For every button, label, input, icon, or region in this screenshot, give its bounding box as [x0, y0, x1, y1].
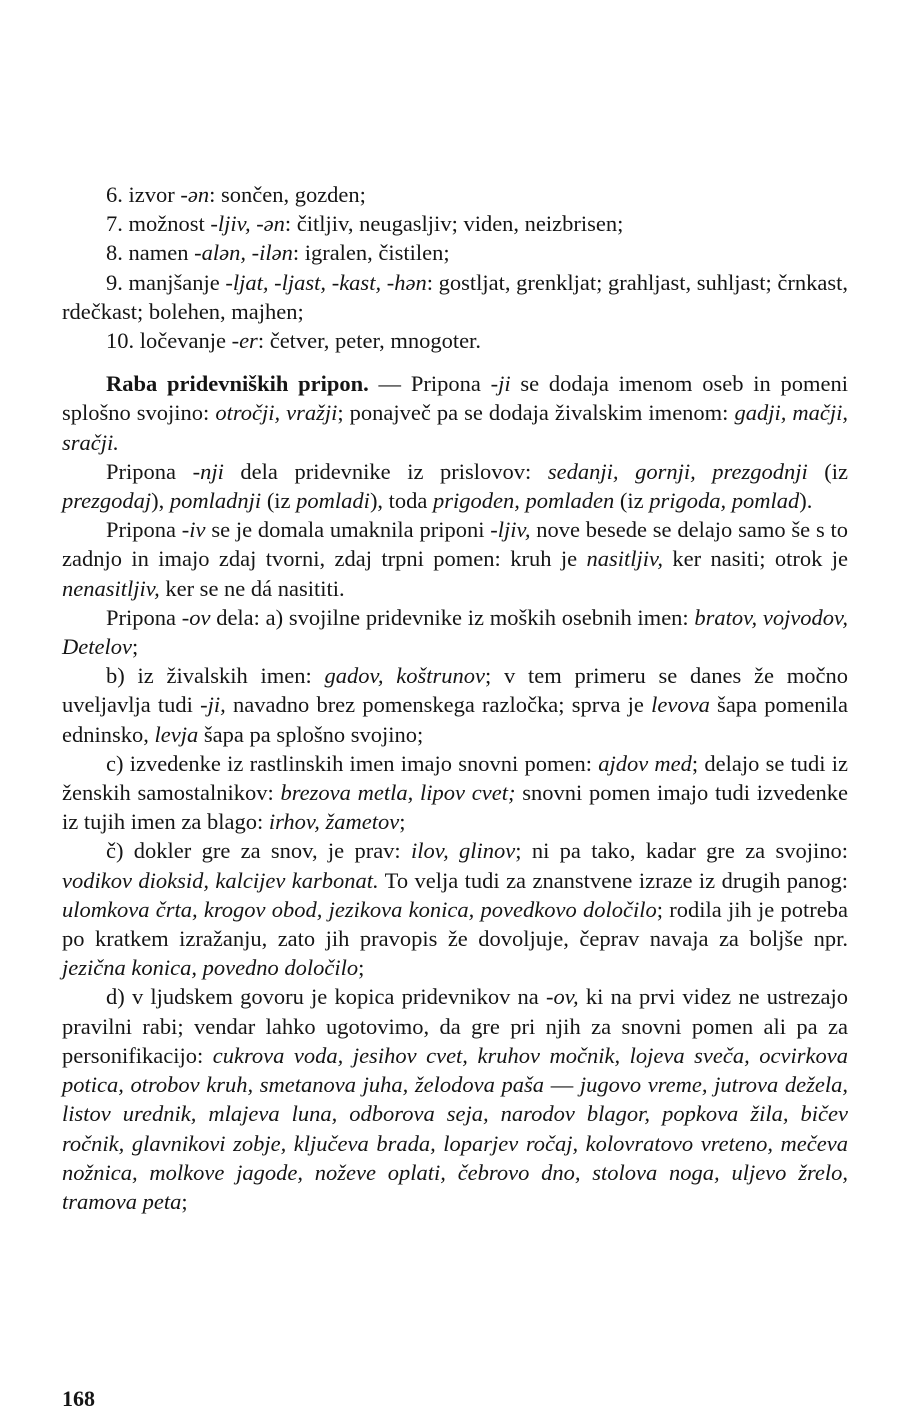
text-run: ki na prvi videz ne ustrezajo pravilni rabi; vendar lahko ugotovimo, da gre pri njih za snovni pomen ali pa za personifikacijo: [62, 984, 848, 1068]
item-label: 7. možnost [106, 211, 211, 237]
section-heading: Raba pridevniških pripon. [106, 371, 369, 397]
item-examples: : sončen, gozden; [209, 182, 366, 207]
italic-run: levova [651, 692, 710, 718]
text-run: ker se ne dá nasititi. [159, 575, 345, 601]
text-run: (iz [261, 488, 297, 514]
italic-run: jugovo vreme, jutrova dežela, listov urednik, mlajeva luna, odborova seja, narodov blagor, popkova žila, bičev ročnik, glavnikovi zobje, ključeva brada, loparjev ročaj, kolovratovo vreteno, mečeva nožnica, molkove jagode, noževe oplati, čebrovo dno, stolova noga, uljevo žrelo, tramova peta [62, 1072, 849, 1214]
text-run: ; [131, 634, 139, 660]
italic-run: prezgodaj [62, 488, 152, 514]
text-run: (iz [614, 488, 650, 514]
text-run: Pripona [106, 458, 193, 484]
italic-run: pomladnji [169, 488, 262, 514]
text-run: ; ponajveč pa se dodaja živalskim imenom: [337, 400, 735, 426]
italic-run: prigoden, pomladen [433, 488, 615, 514]
text-run: ), [151, 488, 170, 514]
text-run: d) v ljudskem govoru je kopica pridevnikov na [106, 984, 546, 1010]
italic-run: nenasitljiv, [62, 575, 160, 601]
text-run: dela: a) svojilne pridevnike iz moških osebnih imen: [210, 604, 695, 630]
text-run: c) izvedenke iz rastlinskih imen imajo snovni pomen: [106, 750, 599, 776]
italic-run: ajdov med [598, 750, 692, 776]
item-suffix: -er [231, 328, 258, 354]
item-suffix: -ljiv, -ən [210, 211, 285, 237]
text-run: ), toda [369, 488, 434, 514]
section-gap [62, 355, 848, 369]
italic-run: gadov, koštrunov [324, 663, 485, 689]
text-run: ; [399, 809, 406, 835]
paragraph-pripona-iv [62, 515, 848, 603]
text-run: ; v tem primeru se danes že močno uveljavlja tudi [62, 663, 848, 718]
italic-run: ulomkova črta, krogov obod, jezikova konica, povedkovo določilo [62, 896, 657, 922]
text-run: navadno brez pomenskega razločka; sprva je [225, 692, 652, 718]
italic-run: vodikov dioksid, kalcijev karbonat. [62, 867, 379, 893]
text-run: dela pridevnike iz prislovov: [223, 458, 548, 484]
item-examples: : igralen, čistilen; [292, 240, 450, 266]
text-run: ; [181, 1188, 188, 1214]
item-label: 10. ločevanje [106, 328, 232, 354]
text-run: b) iz živalskih imen: [106, 663, 325, 689]
paragraph-pripona-nji [62, 457, 848, 515]
text-run: šapa pa splošno svojino; [198, 721, 424, 747]
text-run: nove besede se delajo samo še s to zadnjo in imajo zdaj tvorni, zdaj trpni pomen: kruh je [62, 517, 848, 572]
item-suffix: -ən [180, 182, 210, 207]
italic-run: jezična konica, povedno določilo [62, 955, 359, 981]
paragraph-d [62, 982, 848, 1216]
italic-run: cukrova voda, jesihov cvet, kruhov močnik, lojeva sveča, ocvirkova potica, otrobov kruh, smetanova juha, želodova paša [62, 1042, 848, 1098]
text-run: To velja tudi za znanstvene izraze iz drugih panog: [378, 867, 848, 893]
text-run: ker nasiti; otrok je [662, 546, 849, 572]
italic-run: brezova metla, lipov cvet; [280, 780, 516, 806]
italic-run: sedanji, gornji, prezgodnji [547, 458, 808, 484]
page-body [62, 180, 848, 1216]
text-run: — [544, 1072, 580, 1098]
item-examples: : četver, peter, mnogoter. [257, 328, 481, 354]
italic-run: nasitljiv, [586, 546, 663, 572]
italic-run: prigoda, pomlad [649, 488, 800, 514]
list-item-8 [62, 238, 848, 267]
italic-run: -ov [181, 604, 211, 630]
text-run: Pripona [106, 604, 182, 630]
text-run: Pripona [106, 517, 182, 543]
italic-run: -ljiv, [490, 517, 531, 543]
paragraph-pripona-ji [62, 369, 848, 457]
paragraph-b [62, 661, 848, 749]
text-run: ; delajo se tudi iz ženskih samostalnikov: [62, 750, 848, 806]
italic-run: otročji, vražji [215, 400, 338, 426]
italic-run: ilov, glinov [411, 838, 516, 864]
italic-run: -nji [192, 458, 224, 484]
italic-run: pomladi [296, 488, 370, 514]
text-run: č) dokler gre za snov, je prav: [106, 838, 412, 864]
text-run: — Pripona [368, 371, 491, 397]
text-run: ). [799, 488, 813, 514]
italic-run: -iv [181, 517, 206, 543]
item-label: 8. namen [106, 240, 195, 266]
item-label: 9. manjšanje [106, 269, 226, 295]
page-number: 168 [62, 1386, 95, 1411]
list-item-10 [62, 326, 848, 355]
list-item-9 [62, 268, 848, 326]
italic-run: gadji, mačji, sračji. [62, 400, 848, 455]
italic-run: bratov, vojvodov, Detelov [62, 604, 848, 660]
item-suffix: -alən, -ilən [194, 240, 293, 266]
text-run: se dodaja imenom oseb in pomeni splošno svojino: [62, 371, 848, 426]
item-suffix: -ljat, -ljast, -kast, -hən [225, 269, 427, 295]
list-item-7 [62, 209, 848, 238]
text-run: ; [358, 955, 365, 981]
text-run: snovni pomen imajo tudi izvedenke iz tujih imen za blago: [62, 780, 848, 835]
italic-run: levja [154, 721, 199, 747]
item-label: 6. izvor [106, 182, 181, 207]
text-run: se je domala umaknila priponi [205, 517, 491, 543]
list-item-6 [62, 180, 848, 209]
italic-run: irhov, žametov [268, 809, 400, 835]
italic-run: -ov, [545, 984, 579, 1010]
text-run: ; ni pa tako, kadar gre za svojino: [515, 838, 848, 864]
italic-run: -ji [490, 371, 511, 397]
italic-run: -ji, [200, 692, 226, 718]
text-run: ; rodila jih je potreba po kratkem izražanju, zato jih pravopis že dovoljuje, čeprav navaja za boljše npr. [62, 896, 848, 952]
paragraph-pripona-ov [62, 603, 848, 661]
paragraph-c-caron [62, 836, 848, 982]
text-run: šapa pomenila edninsko, [62, 692, 848, 747]
item-examples: : gostljat, grenkljat; grahljast, suhljast; črnkast, rdečkast; bolehen, majhen; [62, 269, 849, 324]
item-examples: : čitljiv, neugasljiv; viden, neizbrisen; [284, 211, 624, 237]
text-run: (iz [807, 458, 849, 484]
paragraph-c [62, 749, 848, 837]
